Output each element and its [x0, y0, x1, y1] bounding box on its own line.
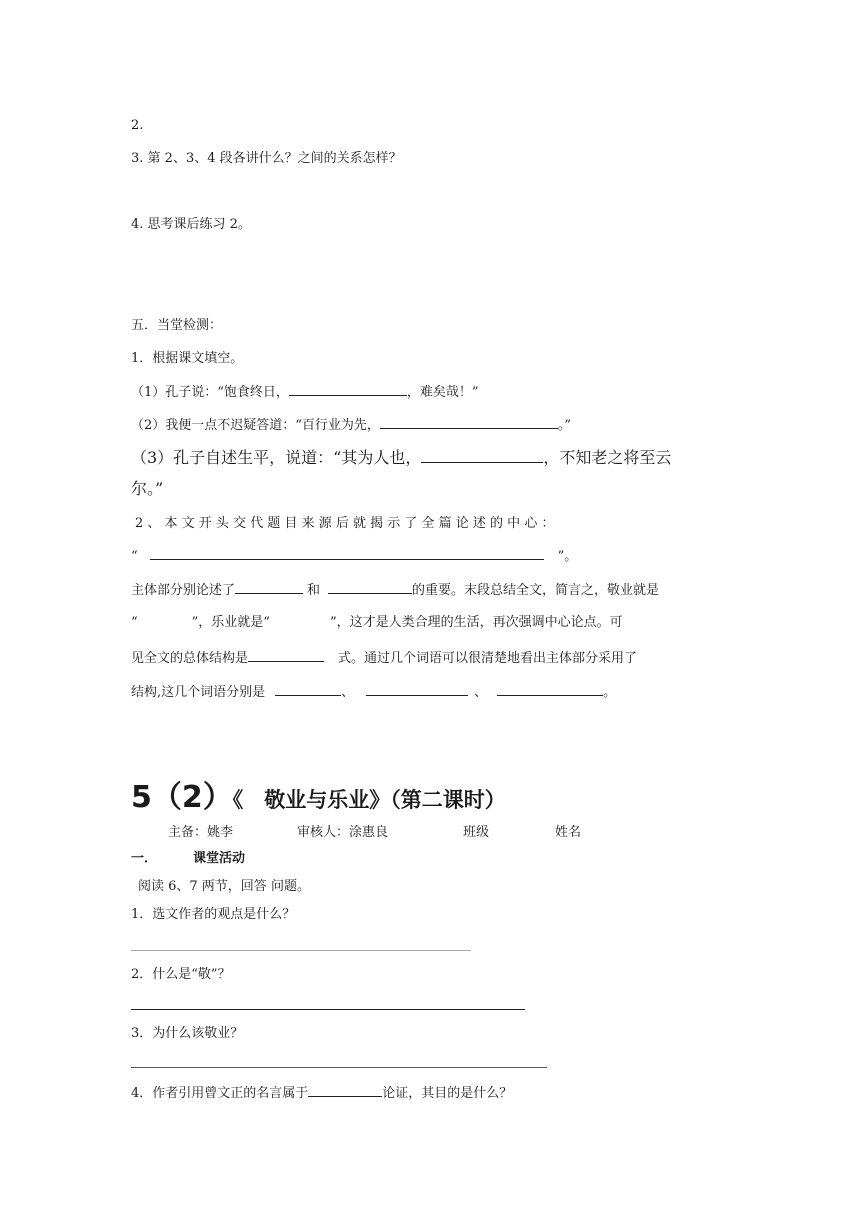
blank-topic-2[interactable]	[328, 580, 412, 594]
text-segment: 式。通过几个词语可以很清楚地看出主体部分采用了	[338, 651, 638, 666]
section-title: 课堂活动	[193, 851, 246, 866]
blank-structure[interactable]	[248, 648, 324, 662]
fill-3-suffix: ，不知老之将至云	[543, 448, 672, 467]
check-heading: 五．当堂检测：	[131, 318, 223, 333]
answer-line-2[interactable]	[131, 1009, 525, 1010]
question-2: 2.	[131, 118, 144, 133]
text-segment: 4．作者引用曾文正的名言属于	[131, 1086, 309, 1101]
lesson-question-2: 2．什么是“敬”？	[131, 967, 231, 982]
fill-3-blank[interactable]	[421, 446, 543, 463]
item-2-line-3	[131, 580, 659, 600]
lesson-title	[131, 772, 506, 816]
fill-2-suffix: 。”	[557, 418, 572, 433]
fill-line-3	[131, 446, 671, 470]
fill-1-prefix: （1）孔子说：“饱食终日，	[131, 385, 289, 400]
item-2-quote-line	[131, 546, 577, 566]
blank-word-2[interactable]	[366, 682, 468, 696]
blank-word-1[interactable]	[275, 682, 341, 696]
item-2-line-6	[131, 682, 616, 702]
fill-3-prefix: （3）孔子自述生平，说道：“其为人也，	[131, 448, 422, 467]
text-segment: ”，乐业就是“	[191, 615, 270, 630]
fill-2-prefix: （2）我便一点不迟疑答道：“百行业为先，	[131, 418, 380, 433]
item-2-line-5	[131, 648, 637, 668]
item-2-line-1: 2 、 本 文 开 头 交 代 题 目 来 源 后 就 揭 示 了 全 篇 论 述 的 中 心 ：	[135, 516, 555, 531]
center-thesis-blank[interactable]	[150, 546, 544, 560]
fill-line-3-cont: 尔。”	[131, 479, 164, 498]
text-segment: 见全文的总体结构是	[131, 651, 249, 666]
text-segment: 、	[341, 685, 355, 700]
fill-1-blank[interactable]	[289, 382, 407, 396]
text-segment: 。	[603, 685, 617, 700]
text-segment: 论证，其目的是什么？	[382, 1086, 513, 1101]
quote-open: “	[131, 549, 138, 564]
quote-close: ”。	[557, 549, 578, 564]
lesson-number: 5（2）	[131, 780, 233, 815]
reviewer: 审核人：涂惠良	[297, 825, 389, 840]
answer-line-3[interactable]	[131, 1067, 547, 1068]
lesson-question-1: 1．选文作者的观点是什么？	[131, 907, 296, 922]
fill-line-2	[131, 415, 571, 435]
section-number: 一．	[131, 851, 158, 866]
reading-instruction: 阅读 6、7 两节，回答 问题。	[138, 879, 310, 894]
text-segment: 主体部分别论述了	[131, 583, 236, 598]
blank-topic-1[interactable]	[235, 580, 303, 594]
text-segment: 的重要。末段总结全文，简言之，敬业就是	[412, 583, 660, 598]
question-4: 4. 思考课后练习 2。	[131, 217, 251, 232]
question-3: 3. 第 2、3、4 段各讲什么？之间的关系怎样？	[131, 151, 402, 166]
item-2-line-4	[131, 614, 623, 632]
fill-line-1	[131, 382, 479, 402]
text-segment: 和	[307, 583, 321, 598]
text-segment: 、	[474, 685, 488, 700]
text-segment: ”，这才是人类合理的生活，再次强调中心论点。可	[329, 615, 623, 630]
lesson-question-4	[131, 1083, 512, 1103]
check-item-1: 1．根据课文填空。	[131, 351, 244, 366]
name-label: 姓名	[555, 825, 582, 840]
lesson-title-text: 《 敬业与乐业》（第二课时）	[232, 788, 506, 812]
answer-line-1[interactable]	[131, 950, 471, 951]
lesson-question-3: 3．为什么该敬业？	[131, 1026, 244, 1041]
fill-2-blank[interactable]	[380, 415, 558, 429]
text-segment: “	[131, 615, 138, 630]
text-segment: 结构,这几个词语分别是	[131, 685, 266, 700]
blank-argument-type[interactable]	[308, 1083, 382, 1097]
class-label: 班级	[463, 825, 490, 840]
preparer: 主备：姚李	[168, 825, 234, 840]
blank-word-3[interactable]	[497, 682, 603, 696]
fill-1-suffix: ，难矣哉！”	[406, 385, 479, 400]
